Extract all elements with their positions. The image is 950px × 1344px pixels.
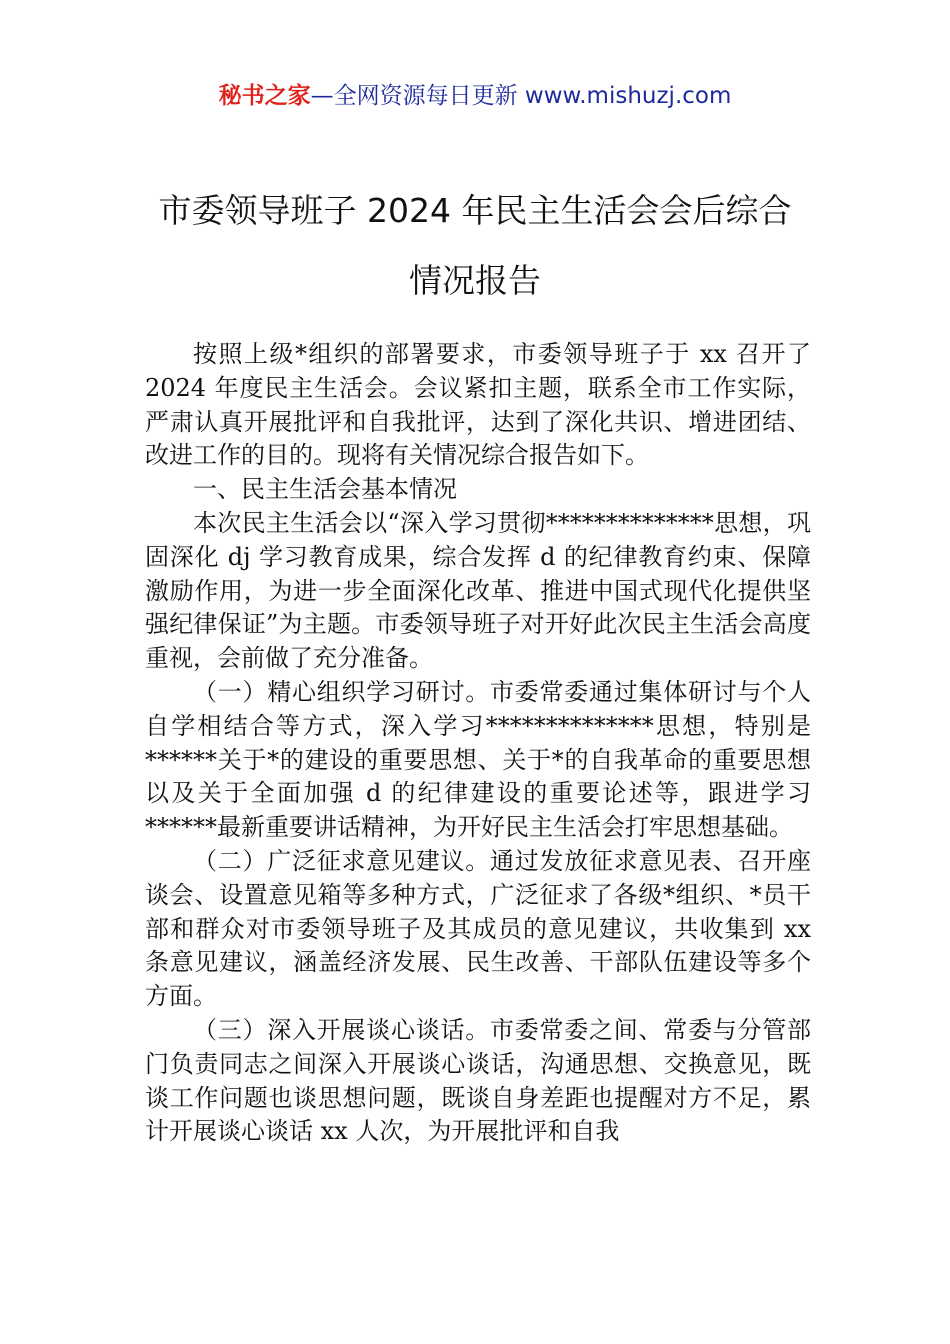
site-header: [0, 80, 950, 112]
paragraph-study: （一）精心组织学习研讨。市委常委通过集体研讨与个人自学相结合等方式，深入学习**************思想，特别是******关于*的建设的重要思想、关于*的自我革命的重要思想以及关于全面加强 d 的纪律建设的重要论述等，跟进学习******最新重要讲话精神，为开好民主生活会打牢思想基础。: [145, 677, 811, 842]
brand-name: 秘书之家: [218, 83, 311, 109]
paragraph-talks: （三）深入开展谈心谈话。市委常委之间、常委与分管部门负责同志之间深入开展谈心谈话，沟通思想、交换意见，既谈工作问题也谈思想问题，既谈自身差距也提醒对方不足，累计开展谈心谈话 xx 人次，为开展批评和自我: [145, 1015, 811, 1146]
header-slogan: —全网资源每日更新: [310, 83, 525, 109]
document-title-line-2: 情况报告: [409, 261, 541, 300]
site-url[interactable]: www.mishuzj.com: [524, 83, 732, 109]
document-body: [145, 338, 811, 1149]
paragraph-intro: 按照上级*组织的部署要求，市委领导班子于 xx 召开了 2024 年度民主生活会。会议紧扣主题，联系全市工作实际，严肃认真开展批评和自我批评，达到了深化共识、增进团结、改进工作的目的。现将有关情况综合报告如下。: [145, 340, 811, 470]
paragraph-theme: 本次民主生活会以“深入学习贯彻**************思想，巩固深化 dj 学习教育成果，综合发挥 d 的纪律教育约束、保障激励作用，为进一步全面深化改革、推进中国式现代化提供坚强纪律保证”为主题。市委领导班子对开好此次民主生活会高度重视，会前做了充分准备。: [145, 508, 811, 673]
section-heading-1: 一、民主生活会基本情况: [193, 475, 457, 504]
paragraph-opinions: （二）广泛征求意见建议。通过发放征求意见表、召开座谈会、设置意见箱等多种方式，广泛征求了各级*组织、*员干部和群众对市委领导班子及其成员的意见建议，共收集到 xx 条意见建议，涵盖经济发展、民生改善、干部队伍建设等多个方面。: [145, 846, 811, 1011]
document-title-line-1: 市委领导班子 2024 年民主生活会会后综合: [158, 191, 792, 230]
document-title: [120, 176, 830, 316]
